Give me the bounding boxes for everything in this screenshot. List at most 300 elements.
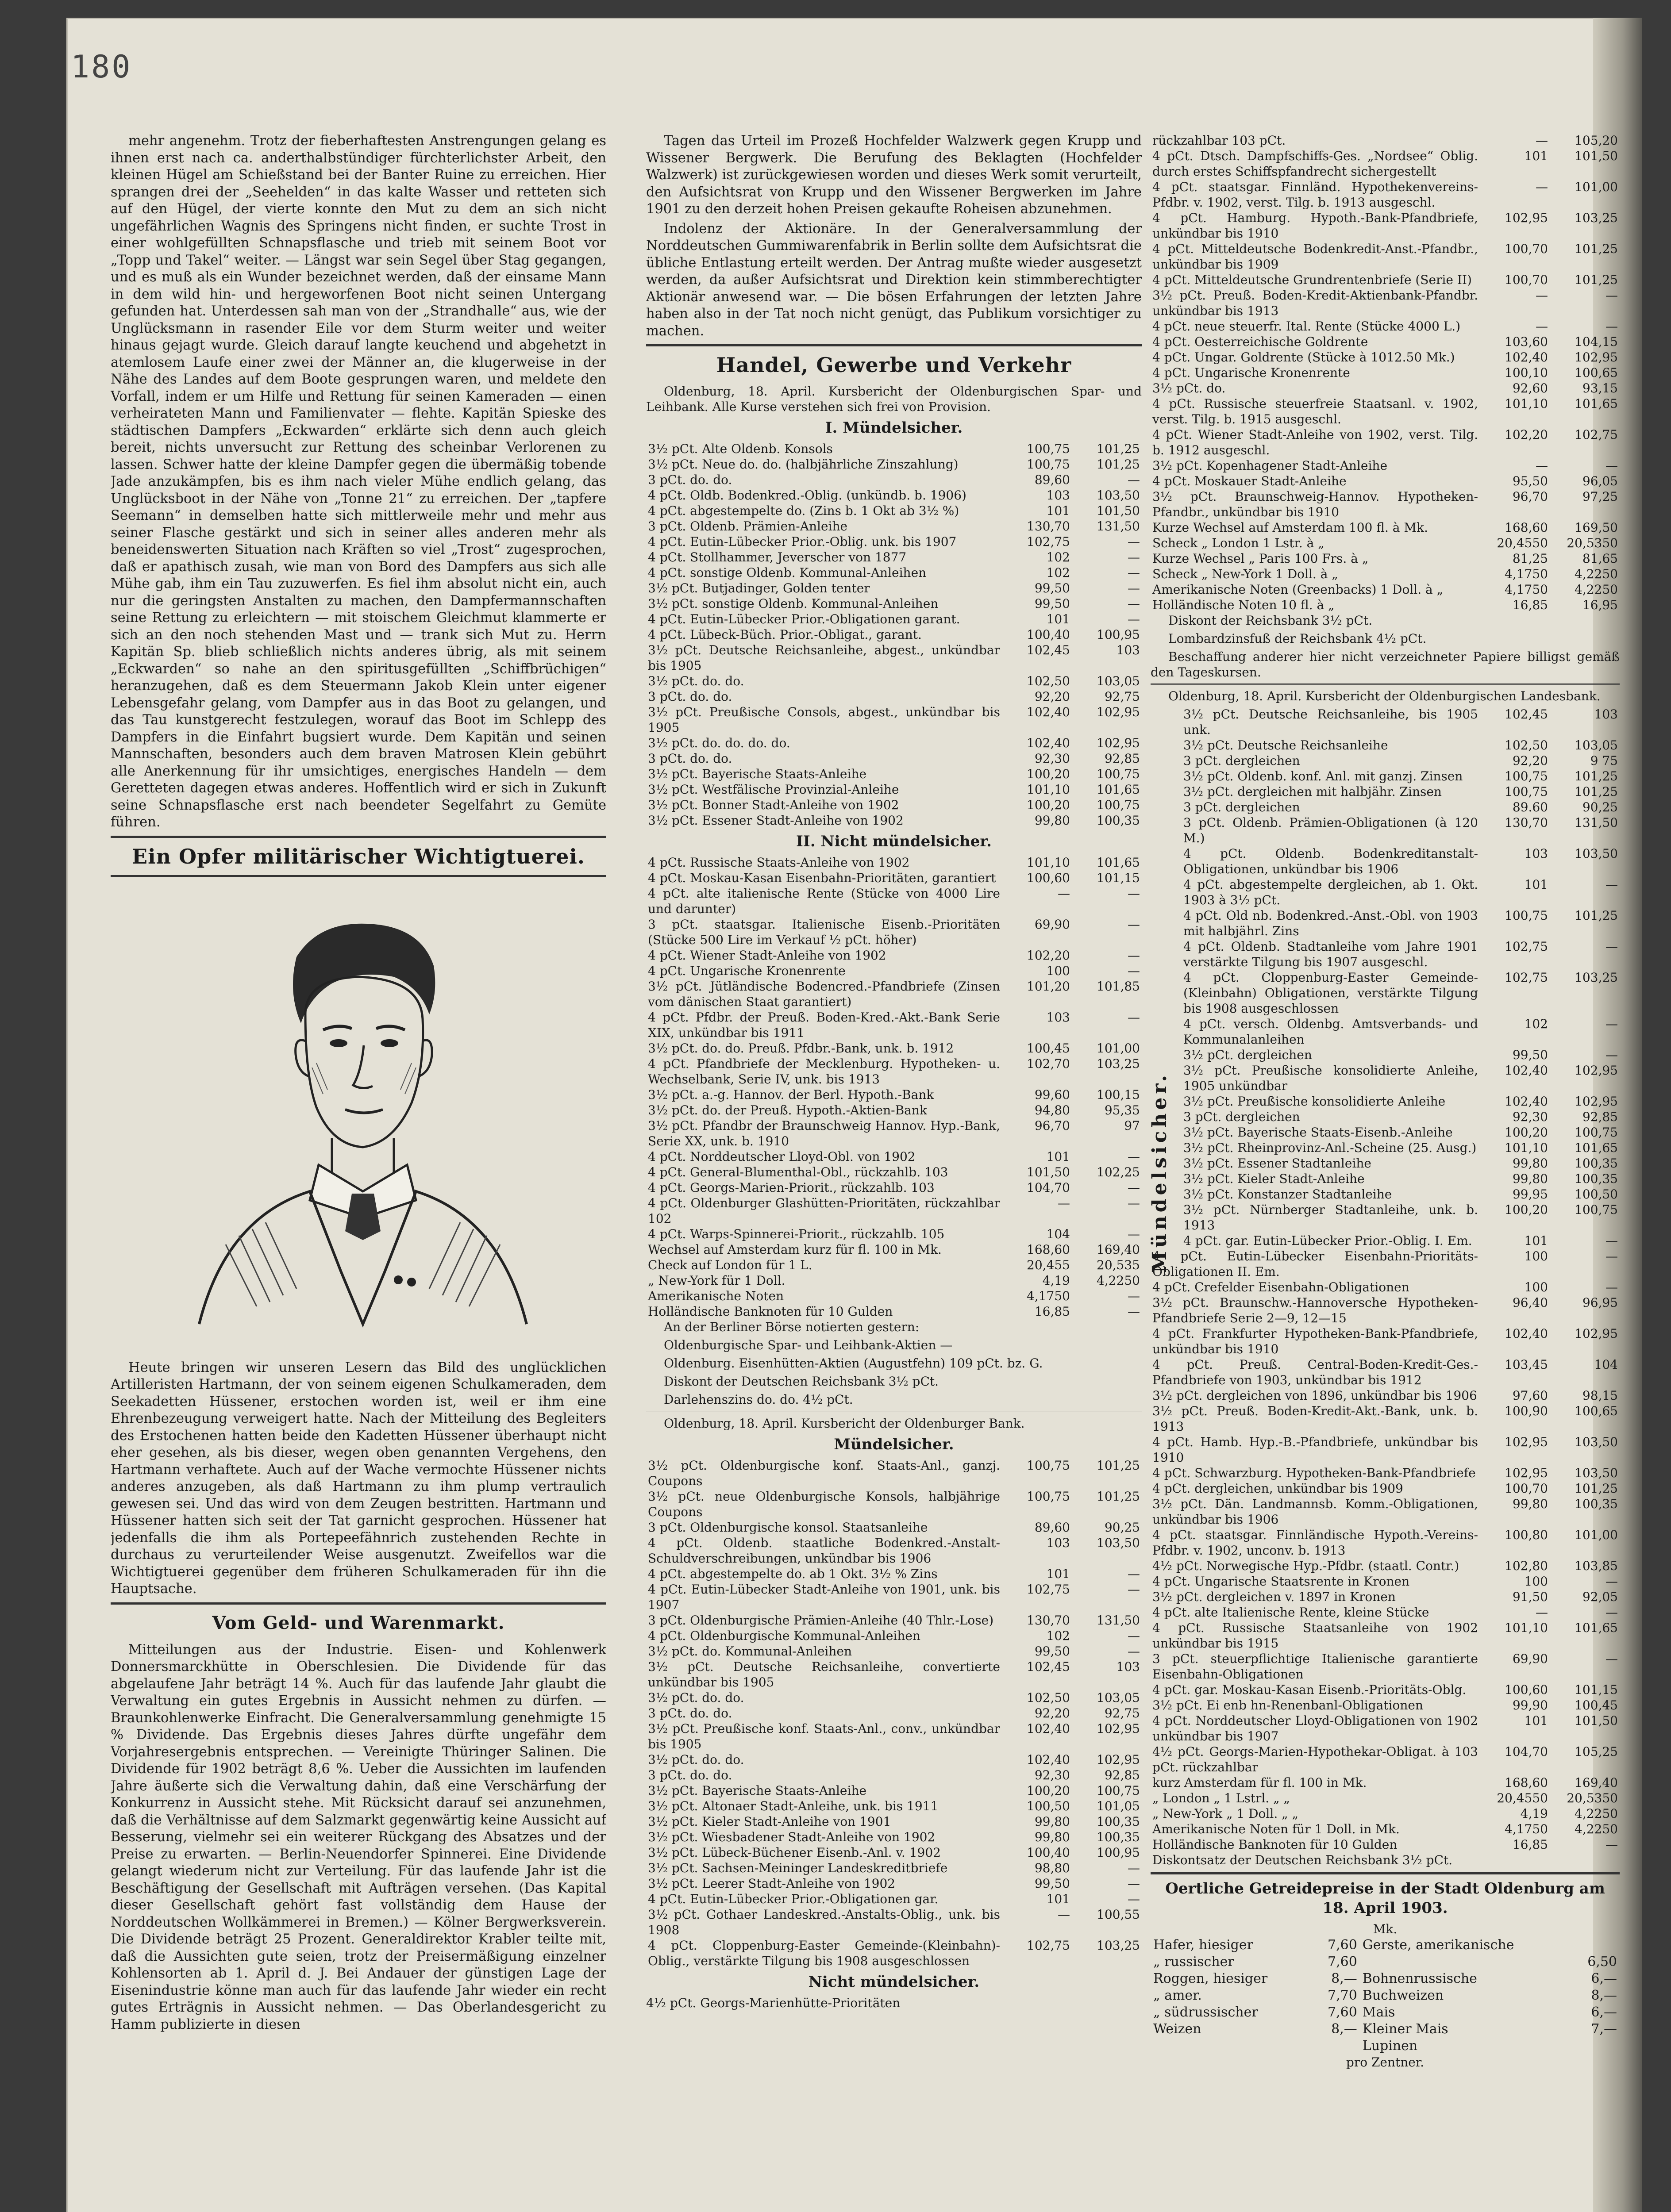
buy-rate: 102,95 [1505,1435,1548,1449]
buy-rate: 100,75 [1505,908,1548,923]
buy-rate: — [1536,458,1548,473]
buy-rate: 168,60 [1505,520,1548,535]
table-row [1151,1496,1620,1527]
buy-rate: — [1058,1907,1070,1922]
buy-rate: 102,40 [1505,1326,1548,1341]
sell-rate: 100,35 [1575,1156,1618,1171]
table-row [1151,1279,1620,1295]
security-name: 3½ pCt. Jütländische Bodencred.-Pfandbriefe (Zinsen vom dänischen Staat garantiert) [648,979,1000,1009]
table-row [646,1767,1142,1783]
buy-rate: 168,60 [1505,1775,1548,1790]
sell-rate: 103,25 [1575,211,1618,225]
security-name: 3½ pCt. do. do. [648,1752,744,1767]
table-row [1182,1156,1620,1171]
sell-rate: — [1606,1605,1618,1620]
paragraph: Heute bringen wir unseren Lesern das Bild des unglücklichen Artilleristen Hartmann, der von seinem eigenen Schulkameraden, dem Seekadetten Hüssener, erstochen worden ist, weil er ihm eine Ehrenbezeugung verweigert hatte. Nach der Mitteilung des Begleiters des Erstochenen hatten beide den Kadetten Hüssener überhaupt nicht eher gesehen, als bis dieser, wegen oben genannten Vergehens, den Hartmann verhaftete. Auch auf der Wache vermochte Hüssener nichts anderes anzugeben, als daß Hartmann zu ihm plump vertraulich gewesen sei. Und das wird von dem Zeugen bestritten. Hartmann und Hüssener hatten sich seit der Tat garnicht gesprochen. Hüssener hat jedenfalls die ihm als Portepeefähnrich zustehenden Rechte in durchaus zu verurteilender Weise ausgenutzt. Zweifellos war die Wichtigtuerei gegenüber dem früheren Schulkameraden für ihn die Hauptsache. [111,1359,606,1597]
security-name: 4 pCt. Oldenb. staatliche Bodenkred.-Anstalt-Schuldverschreibungen, unkündbar bis 1906 [648,1536,1000,1566]
table-row [1151,349,1620,365]
table-row [1151,1574,1620,1589]
table-row [1151,365,1620,380]
buy-rate: 99,80 [1034,1830,1070,1844]
sell-rate: 97,25 [1582,489,1618,504]
buy-rate: 99,60 [1034,1087,1070,1102]
buy-rate: 100,75 [1027,442,1070,456]
table-row [646,534,1142,549]
security-name: Scheck „ London 1 Lstr. à „ [1152,536,1324,550]
security-name: 4 pCt. Cloppenburg-Easter Gemeinde-(Kleinbahn)-Oblig., verstärkte Tilgung bis 1908 ausgeschlossen [648,1938,1000,1968]
grain-price [1572,1937,1620,1954]
table-row [1182,939,1620,970]
table-row [1151,380,1620,396]
sell-rate: — [1128,1644,1140,1659]
security-name: 3½ pCt. Preuß. Boden-Kredit-Akt.-Bank, unk. b. 1913 [1152,1404,1478,1434]
security-name: 3 pCt. dergleichen [1183,1110,1300,1124]
sell-rate: 101,50 [1575,149,1618,163]
table-row [1151,1481,1620,1496]
sell-rate: — [1128,1196,1140,1210]
table-row [646,979,1142,1010]
buy-rate: 102,40 [1505,1094,1548,1109]
security-name: 3½ pCt. Bayerische Staats-Anleihe [648,767,867,781]
sell-rate: 4,2250 [1097,1273,1140,1288]
security-name: 3½ pCt. do. do. Preuß. Pfdbr.-Bank, unk. b. 1912 [648,1041,954,1056]
table-row [646,797,1142,813]
buy-rate: 99,50 [1034,1876,1070,1891]
table-row [646,1907,1142,1938]
buy-rate: 4,1750 [1505,582,1548,597]
table-row [1182,1202,1620,1233]
sell-rate: — [1128,1861,1140,1875]
table-row [646,917,1142,948]
sell-rate: 101,00 [1575,1528,1618,1542]
portrait-illustration [111,882,606,1351]
sell-rate: 102,95 [1575,1094,1618,1109]
security-name: 3 pCt. Oldenburgische Prämien-Anleihe (40 Thlr.-Lose) [648,1613,994,1628]
sell-rate: 101,65 [1097,782,1140,797]
security-name: 4 pCt. Hamburg. Hypoth.-Bank-Pfandbriefe, unkündbar bis 1910 [1152,211,1478,241]
buy-rate: 100 [1046,964,1070,978]
article-title-opfer: Ein Opfer militärischer Wichtigtuerei. [132,844,585,868]
security-name: 4 pCt. gar. Eutin-Lübecker Prior.-Oblig. I. Em. [1183,1233,1472,1248]
security-name: 4 pCt. Mitteldeutsche Grundrentenbriefe (Serie II) [1152,273,1472,287]
table-row [1182,1125,1620,1140]
security-name: 3½ pCt. Nürnberger Stadtanleihe, unk. b. 1913 [1183,1202,1478,1233]
sell-rate: 105,25 [1575,1744,1618,1759]
buy-rate: 101,10 [1505,396,1548,411]
table-row [1151,1651,1620,1682]
buy-rate: 4,19 [1042,1273,1070,1288]
buy-rate: 100,75 [1505,769,1548,783]
table-row [1182,784,1620,799]
article-title-markt: Vom Geld- und Warenmarkt. [212,1612,505,1633]
security-name: 3 pCt. do. do. [648,472,732,487]
sell-rate: 92,05 [1582,1590,1618,1604]
intro-text [646,133,1142,340]
sell-rate: — [1606,1249,1618,1263]
security-name: 4 pCt. Eutin-Lübecker Prior.-Obligationen gar. [648,1892,939,1906]
divider [1151,1872,1620,1874]
table-row [1182,877,1620,908]
table-row [1182,707,1620,737]
table-row [646,1520,1142,1535]
buy-rate: 99,80 [1512,1497,1548,1511]
security-name: 4 pCt. Stollhammer, Jeverscher von 1877 [648,550,907,565]
grain-price: 8,— [1331,1971,1357,1986]
buy-rate: 102,40 [1505,350,1548,365]
sell-rate: — [1128,612,1140,626]
grain-price: 8,— [1591,1988,1617,2003]
sell-rate: 103 [1594,707,1618,722]
security-name: 3½ pCt. Wiesbadener Stadt-Anleihe von 1902 [648,1830,936,1844]
sell-rate: — [1606,1233,1618,1248]
sell-rate: — [1128,581,1140,595]
security-name: 3 pCt. do. do. [648,689,732,704]
buy-rate: 100,75 [1505,784,1548,799]
sell-rate: 101,25 [1097,1489,1140,1504]
sell-rate: 101,00 [1575,180,1618,194]
table-row [646,1273,1142,1288]
security-name: Amerikanische Noten für 1 Doll. in Mk. [1152,1822,1400,1836]
sell-rate: 101,85 [1097,979,1140,994]
table-row [646,1056,1142,1087]
sell-rate: 103,50 [1097,1536,1140,1550]
buy-rate: 103,60 [1505,334,1548,349]
security-name: 3½ pCt. do. der Preuß. Hypoth.-Aktien-Bank [648,1103,927,1118]
table-row [646,1829,1142,1845]
security-name: 4 pCt. General-Blumenthal-Obl., rückzahlb. 103 [648,1165,948,1179]
table-row [1182,970,1620,1016]
sell-rate: 9 75 [1590,753,1618,768]
grain-price: 7,60 [1327,1937,1357,1953]
buy-rate: 100,60 [1505,1682,1548,1697]
rates-table-c3b [1182,707,1620,1248]
buy-rate: 101 [1046,1567,1070,1581]
note-line: Diskont der Reichsbank 3½ pCt. [1168,613,1373,628]
buy-rate [1480,1852,1550,1868]
grain-name: Kleiner Mais [1362,2021,1448,2037]
buy-rate: 102,45 [1027,643,1070,657]
buy-rate: 130,70 [1027,1613,1070,1628]
table-row [1151,288,1620,319]
divider [111,836,606,838]
security-name: 4 pCt. Hamb. Hyp.-B.-Pfandbriefe, unkündbar bis 1910 [1152,1435,1478,1465]
sell-rate: 95,35 [1104,1103,1140,1118]
grain-price: 6,— [1591,2005,1617,2020]
security-name: 4 pCt. Oldenb. Stadtanleihe vom Jahre 1901 verstärkte Tilgung bis 1907 ausgeschl. [1183,939,1478,969]
security-name: 4 pCt. Russische Staats-Anleihe von 1902 [648,855,910,870]
column-2 [646,133,1142,2212]
sell-rate: 100,35 [1097,1830,1140,1844]
sell-rate: 100,45 [1575,1698,1618,1713]
sell-rate: 92,85 [1104,1768,1140,1782]
table-row [1182,908,1620,939]
sell-rate: 100,75 [1575,1125,1618,1140]
security-name: 4 pCt. Eutin-Lübecker Eisenbahn-Prioritäts-Obligationen II. Em. [1152,1249,1478,1279]
grain-name [1360,1954,1572,1970]
table-row [646,751,1142,766]
buy-rate: 91,50 [1512,1590,1548,1604]
buy-rate: 100,75 [1027,457,1070,472]
sell-rate: 101,50 [1575,1713,1618,1728]
grain-name: Weizen [1153,2021,1201,2037]
article-sea-rescue [111,133,606,831]
security-name: „ New-York „ 1 Doll. „ „ [1152,1806,1299,1821]
table-row [1151,1775,1620,1790]
sell-rate: 20,535 [1097,1258,1140,1272]
table-row [1151,133,1620,148]
buy-rate: 130,70 [1505,815,1548,830]
security-name: 3½ pCt. Preußische konsolidierte Anleihe [1183,1094,1446,1109]
rates-table-r1-mundel [646,441,1142,828]
buy-rate: 4,1750 [1505,1822,1548,1836]
sell-rate: — [1606,939,1618,954]
security-name: 3½ pCt. Preußische konf. Staats-Anl., conv., unkündbar bis 1905 [648,1721,1000,1751]
security-name: 4 pCt. Oldenburger Glashütten-Prioritäten, rückzahlbar 102 [648,1196,1000,1226]
buy-rate: 89,60 [1034,472,1070,487]
table-row [646,1705,1142,1721]
buy-rate: 104,70 [1505,1744,1548,1759]
security-name: 4 pCt. neue steuerfr. Ital. Rente (Stücke 4000 L.) [1152,319,1461,334]
security-name: 3½ pCt. Braunschweig-Hannov. Hypotheken-Pfandbr., unkündbar bis 1910 [1152,489,1478,519]
table-row [646,1288,1142,1304]
security-name: 3½ pCt. neue Oldenburgische Konsols, halbjährige Coupons [648,1489,1000,1519]
sell-rate: 98,15 [1582,1388,1618,1403]
security-name: 3 pCt. dergleichen [1183,753,1300,768]
table-row [646,1690,1142,1705]
table-row [646,766,1142,782]
sell-rate: — [1606,458,1618,473]
security-name: 3½ pCt. Ei enb hn-Renenbanl-Obligationen [1152,1698,1423,1713]
table-row [646,1613,1142,1628]
table-row [1151,1434,1620,1465]
sell-rate: — [1606,1280,1618,1294]
divider [111,1602,606,1605]
rates-table-c3c [1151,1248,1620,1868]
security-name: 3½ pCt. do. do. [648,1690,744,1705]
grain-footer: pro Zentner. [1346,2055,1425,2070]
table-row [1182,753,1620,768]
buy-rate: 99,80 [1034,813,1070,828]
table-row [646,1938,1142,1969]
vertical-label-mundelsicher: Mündelsicher. [1148,1071,1171,1273]
security-name: 3½ pCt. Butjadinger, Golden tenter [648,581,870,595]
security-name: 3½ pCt. Leerer Stadt-Anleihe von 1902 [648,1876,896,1891]
table-row [1151,241,1620,272]
security-name: Kurze Wechsel „ Paris 100 Frs. à „ [1152,551,1369,566]
table-row [646,963,1142,979]
grain-title: Oertliche Getreidepreise in der Stadt Oldenburg am 18. April 1903. [1165,1880,1605,1917]
security-name: 4 pCt. Preuß. Central-Boden-Kredit-Ges.-Pfandbriefe von 1903, unkündbar bis 1912 [1152,1357,1478,1387]
security-name: 4 pCt. Norddeutscher Lloyd-Obl. von 1902 [648,1149,916,1164]
sell-rate: — [1128,1304,1140,1319]
buy-rate: 101 [1524,1713,1548,1728]
table-row [646,1752,1142,1767]
grain-prices-table [1151,1937,1620,2055]
security-name: 3 pCt. Oldenburgische konsol. Staatsanleihe [648,1520,928,1535]
sell-rate: 105,20 [1575,133,1618,148]
grain-name: Roggen, hiesiger [1153,1971,1268,1986]
table-row [1151,179,1620,210]
security-name: 3½ pCt. Preußische konsolidierte Anleihe, 1905 unkündbar [1183,1063,1478,1093]
buy-rate: — [1536,319,1548,334]
security-name: 4 pCt. Ungarische Staatsrente in Kronen [1152,1574,1410,1589]
security-name: 4 pCt. Ungarische Kronenrente [648,964,846,978]
column-1 [111,133,606,2212]
sell-rate: 104,15 [1575,334,1618,349]
sell-rate: 101,05 [1097,1799,1140,1813]
table-row [646,1535,1142,1566]
page-number: 180 [71,49,132,85]
security-name: 3½ pCt. dergleichen [1183,1048,1312,1062]
buy-rate: 102,20 [1505,427,1548,442]
sell-rate: 131,50 [1097,519,1140,534]
sell-rate: — [1128,550,1140,565]
table-row [1151,1527,1620,1558]
table-row [1151,551,1620,566]
sell-rate: 4,2250 [1575,567,1618,581]
sell-rate: 102,95 [1097,736,1140,750]
report3-intro: Oldenburg, 18. April. Kursbericht der Oldenburgischen Landesbank. [1168,689,1601,703]
buy-rate: 100,50 [1027,1799,1070,1813]
table-row [1151,396,1620,427]
grain-row [1151,2038,1620,2055]
table-row [1151,427,1620,458]
sell-rate: 101,25 [1097,442,1140,456]
sell-rate: 102,75 [1575,427,1618,442]
table-row [1182,1171,1620,1187]
sell-rate: 100,75 [1097,1783,1140,1798]
sell-rate: 103,85 [1575,1559,1618,1573]
buy-rate: 102,45 [1505,707,1548,722]
buy-rate: 100,10 [1505,365,1548,380]
security-name: 3½ pCt. Deutsche Reichsanleihe [1183,738,1388,753]
security-name: 3½ pCt. Gothaer Landeskred.-Anstalts-Oblig., unk. bis 1908 [648,1907,1000,1937]
sell-rate: 100,15 [1097,1087,1140,1102]
table-row [646,627,1142,642]
security-name: 4 pCt. Ungarische Kronenrente [1152,365,1350,380]
grain-name: „ russischer [1153,1954,1234,1970]
security-name: 4 pCt. abgestempelte do. ab 1 Okt. 3½ % Zins [648,1567,938,1581]
grain-name [1151,2038,1313,2055]
security-name: 3½ pCt. dergleichen mit halbjähr. Zinsen [1183,784,1442,799]
buy-rate: — [1536,288,1548,303]
table-row [1151,1248,1620,1279]
grain-price [1572,2038,1620,2055]
table-row [1151,1697,1620,1713]
sell-rate: 101,25 [1575,908,1618,923]
buy-rate: 102,95 [1505,1466,1548,1480]
security-name: 3½ pCt. Konstanzer Stadtanleihe [1183,1187,1392,1202]
sell-rate: 131,50 [1097,1613,1140,1628]
divider [111,875,606,877]
sell-rate: — [1606,319,1618,334]
security-name: 4 pCt. Mitteldeutsche Bodenkredit-Anst.-Pfandbr., unkündbar bis 1909 [1152,242,1478,272]
table-row [646,735,1142,751]
sell-rate: — [1606,1837,1618,1852]
sell-rate: 103,25 [1575,970,1618,985]
sell-rate: 100,95 [1097,627,1140,642]
table-row [646,1164,1142,1180]
note-line: Lombardzinsfuß der Reichsbank 4½ pCt. [1168,631,1427,646]
sell-rate: 131,50 [1575,815,1618,830]
sell-rate: 103,05 [1097,674,1140,688]
grain-name: Mais [1362,2005,1395,2020]
table-row [1151,520,1620,535]
buy-rate: 98,80 [1034,1861,1070,1875]
footer-line: Diskont der Deutschen Reichsbank 3½ pCt. [664,1374,939,1389]
sell-rate: — [1128,1227,1140,1241]
security-name: 3 pCt. staatsgar. Italienische Eisenb.-Prioritäten (Stücke 500 Lire im Verkauf ½ pCt. höher) [648,917,1000,947]
buy-rate: 89.60 [1512,800,1548,814]
divider [646,344,1142,346]
security-name: 4 pCt. Frankfurter Hypotheken-Bank-Pfandbriefe, unkündbar bis 1910 [1152,1326,1478,1356]
rates-table-c3a [1151,133,1620,613]
buy-rate: 102,40 [1027,1721,1070,1736]
buy-rate: 96,40 [1512,1295,1548,1310]
sell-rate: — [1128,1149,1140,1164]
security-name: 3½ pCt. Essener Stadt-Anleihe von 1902 [648,813,904,828]
buy-rate: 100 [1524,1280,1548,1294]
footer-line: Oldenburgische Spar- und Leihbank-Aktien — [664,1338,953,1352]
security-name: 3½ pCt. Dän. Landmannsb. Komm.-Obligationen, unkündbar bis 1906 [1152,1497,1478,1527]
security-name: 3½ pCt. Kopenhagener Stadt-Anleihe [1152,458,1388,473]
security-name: 3½ pCt. Sachsen-Meininger Landeskreditbriefe [648,1861,948,1875]
sell-rate: 103 [1116,1659,1140,1674]
buy-rate: 89,60 [1034,1520,1070,1535]
sell-rate: 100,35 [1575,1171,1618,1186]
grain-name: „ südrussischer [1153,2005,1258,2020]
buy-rate: 100,40 [1027,1845,1070,1860]
notes-a [1151,613,1620,680]
sell-rate: 100,75 [1575,1202,1618,1217]
sell-rate: 96,05 [1582,474,1618,488]
grain-price: 7,60 [1327,1954,1357,1970]
table-row [1151,1388,1620,1403]
security-name: 4 pCt. alte Italienische Rente, kleine Stücke [1152,1605,1429,1620]
security-name: 3 pCt. steuerpflichtige Italienische garantierte Eisenbahn-Obligationen [1152,1651,1478,1682]
sell-rate: 97 [1124,1118,1140,1133]
grain-price: 6,50 [1587,1954,1617,1970]
table-row [1182,846,1620,877]
table-row [646,596,1142,611]
table-row [646,1180,1142,1195]
sell-rate: 100,35 [1097,813,1140,828]
security-name: 3½ pCt. Bonner Stadt-Anleihe von 1902 [648,798,899,812]
buy-rate: 100 [1524,1249,1548,1263]
table-row [1182,1094,1620,1109]
buy-rate: 100,60 [1027,871,1070,885]
table-row [646,1458,1142,1489]
table-row [1151,535,1620,551]
table-row [1151,489,1620,520]
table-row [1182,1140,1620,1156]
grain-name: Lupinen [1362,2038,1418,2054]
table-row [1151,1326,1620,1357]
buy-rate: 103 [1046,1010,1070,1025]
sell-rate: 92,85 [1104,751,1140,766]
table-row [646,1226,1142,1242]
table-row [1182,768,1620,784]
table-row [646,549,1142,565]
security-name: 4 pCt. abgestempelte do. (Zins b. 1 Okt ab 3½ %) [648,503,959,518]
buy-rate: 101,10 [1505,1621,1548,1635]
sell-rate: 101,50 [1097,503,1140,518]
sell-rate: 81,65 [1582,551,1618,566]
sell-rate: 103,50 [1575,846,1618,861]
sell-rate [1550,1852,1620,1868]
buy-rate: 100,90 [1505,1404,1548,1418]
sell-rate: — [1128,964,1140,978]
